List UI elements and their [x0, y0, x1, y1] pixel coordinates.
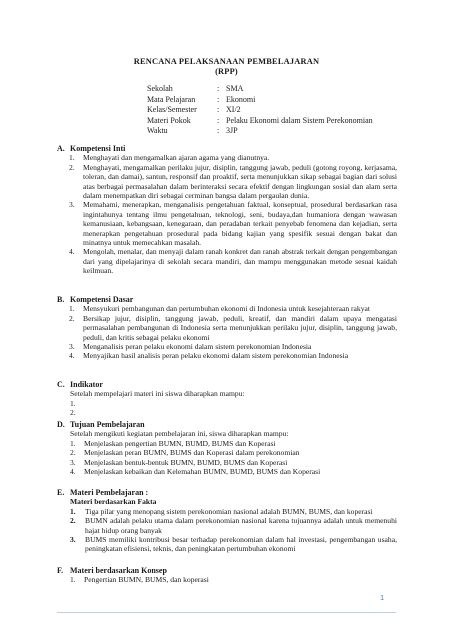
- section-letter: D.: [57, 420, 65, 429]
- identity-label: Materi Pokok: [147, 115, 191, 125]
- identity-label: Mata Pelajaran: [147, 94, 196, 104]
- section-list: [57, 439, 397, 477]
- identity-value: SMA: [226, 84, 244, 93]
- list-item: 3. Menganalisis peran pelaku ekonomi dalam sistem perekonomian Indonesia: [69, 342, 312, 352]
- page-number: 1: [380, 593, 385, 602]
- section-subheading: Materi berdasarkan Fakta: [70, 497, 157, 507]
- section-letter: C.: [57, 380, 65, 389]
- identity-value: Ekonomi: [226, 94, 256, 104]
- identity-separator: :: [217, 115, 220, 125]
- section-intro: Setelah mengikuti kegiatan pembelajaran ini, siswa diharapkan mampu:: [70, 429, 289, 439]
- identity-row-subject: [147, 95, 373, 106]
- section-heading: [57, 420, 397, 429]
- identity-separator: :: [217, 84, 220, 93]
- section-title: Tujuan Pembelajaran: [70, 420, 145, 429]
- list-item: 2. BUMN adalah pelaku utama dalam perekonomian nasional karena tujuannya adalah untuk memenuhi hajat hidup orang banyak: [70, 516, 397, 535]
- identity-separator: :: [217, 105, 220, 115]
- section-indicator: [57, 380, 397, 418]
- document-subtitle: (RPP): [215, 67, 238, 76]
- list-item: 4. Menjelaskan kebaikan dan Kelemahan BUMN, BUMD, BUMS dan Koperasi: [70, 467, 321, 477]
- section-title: Kompetensi Dasar: [70, 295, 134, 304]
- list-item: 2. Menghayati, mengamalkan perilaku jujur, disiplin, tanggung jawab, peduli (gotong royong, kerjasama, toleran, dan damai), santun, responsif dan proaktif, serta menunjukkan sikap sebagai bagian dari solusi atas berbagai permasalahan dalam berinteraksi secara efektif dengan lingkungan sosial dan alam serta dalam menempatkan diri sebagai cerminan bangsa dalam pergaulan dunia.: [69, 162, 397, 201]
- identity-row-topic: [147, 116, 373, 127]
- section-list: [57, 507, 397, 554]
- identity-value: 3JP: [226, 126, 238, 136]
- section-title: Kompetensi Inti: [70, 144, 126, 153]
- list-item: 4. Menyajikan hasil analisis peran pelaku ekonomi dalam sistem perekonomian Indonesia: [69, 351, 349, 361]
- section-list: [57, 153, 397, 275]
- section-list: [57, 399, 397, 418]
- section-core-competence: [57, 144, 397, 276]
- identity-label: Sekolah: [147, 84, 173, 93]
- list-item: 3. Menjelaskan bentuk-bentuk BUMN, BUMD, BUMS dan Koperasi: [70, 457, 288, 467]
- section-heading: [57, 566, 397, 575]
- identity-separator: :: [217, 126, 220, 136]
- section-letter: E.: [57, 488, 65, 497]
- section-learning-objectives: [57, 420, 397, 476]
- identity-row-school: [147, 84, 373, 95]
- section-heading: [57, 144, 397, 153]
- section-title: Materi berdasarkan Konsep: [70, 566, 167, 575]
- footer-divider: [57, 612, 396, 613]
- section-letter: A.: [57, 144, 65, 153]
- list-item: 2. Bersikap jujur, disiplin, tanggung jawab, peduli, kreatif, dan mandiri dalam upaya mengatasi permasalahan pembangunan di Indonesia serta menunjukkan perilaku jujur, disiplin, tanggung jawab, peduli, dan kritis sebagai pelaku ekonomi: [69, 313, 397, 342]
- section-title: Indikator: [70, 380, 103, 389]
- section-letter: B.: [57, 295, 65, 304]
- identity-value: XI/2: [226, 105, 241, 115]
- document-title: RENCANA PELAKSANAAN PEMBELAJARAN: [133, 57, 320, 66]
- section-title: Materi Pembelajaran :: [70, 488, 149, 497]
- section-list: [57, 575, 397, 584]
- section-heading: [57, 488, 397, 497]
- list-item: 1. Menjelaskan pengertian BUMN, BUMD, BUMS dan Koperasi: [70, 438, 276, 448]
- list-item: 1.: [70, 398, 76, 408]
- identity-label: Waktu: [147, 126, 168, 136]
- section-letter: F.: [57, 566, 64, 575]
- list-item: 1. Pengertian BUMN, BUMS, dan koperasi: [70, 575, 209, 585]
- identity-table: [147, 84, 373, 137]
- section-heading: [57, 295, 397, 304]
- list-item: 4. Mengolah, menalar, dan menyaji dalam ranah konkret dan ranah abstrak terkait dengan pengembangan dari yang dipelajarinya di sekolah secara mandiri, dan mampu menggunakan metode sesuai kaidah keilmuan.: [69, 247, 397, 276]
- list-item: 3. Memahami, menerapkan, menganalisis pengetahuan faktual, konseptual, prosedural berdasarkan rasa ingintahunya tentang ilmu pengetahuan, teknologi, seni, budaya,dan humaniora dengan wawasan kemanusiaan, kebangsaan, kenegaraan, dan peradaban terkait penyebab fenomena dan kejadian, serta menerapkan pengetahuan prosedural pada bidang kajian yang spesifik sesuai dengan bakat dan minatnya untuk memecahkan masalah.: [69, 200, 397, 248]
- identity-value: Pelaku Ekonomi dalam Sistem Perekonomian: [226, 115, 373, 125]
- section-heading: [57, 380, 397, 389]
- identity-row-class: [147, 105, 373, 116]
- list-item: 1. Mensyukuri pembangunan dan pertumbuhan ekonomi di Indonesia untuk kesejahteraan rakyat: [69, 304, 371, 314]
- identity-label: Kelas/Semester: [147, 105, 197, 115]
- section-list: [57, 304, 397, 360]
- section-concept-material: [57, 566, 397, 585]
- list-item: 2.: [70, 408, 76, 418]
- list-item: 1. Menghayati dan mengamalkan ajaran agama yang dianutnya.: [69, 153, 270, 163]
- identity-row-time: [147, 126, 373, 137]
- list-item: 1. Tiga pilar yang menopang sistem perekonomian nasional adalah BUMN, BUMS, dan koperasi: [70, 506, 373, 516]
- section-learning-material: [57, 488, 397, 554]
- section-basic-competence: [57, 295, 397, 361]
- section-intro: Setelah mempelajari materi ini siswa diharapkan mampu:: [70, 389, 245, 399]
- list-item: 2. Menjelaskan peran BUMN, BUMS dan Koperasi dalam perekonomian: [70, 448, 300, 458]
- list-item: 3. BUMS memiliki kontribusi besar terhadap perekonomian dalam hal investasi, pengembangan usaha, peningkatan efisiensi, teknis, dan peningkatan pertumbuhan ekonomi: [70, 535, 397, 554]
- identity-separator: :: [217, 94, 220, 104]
